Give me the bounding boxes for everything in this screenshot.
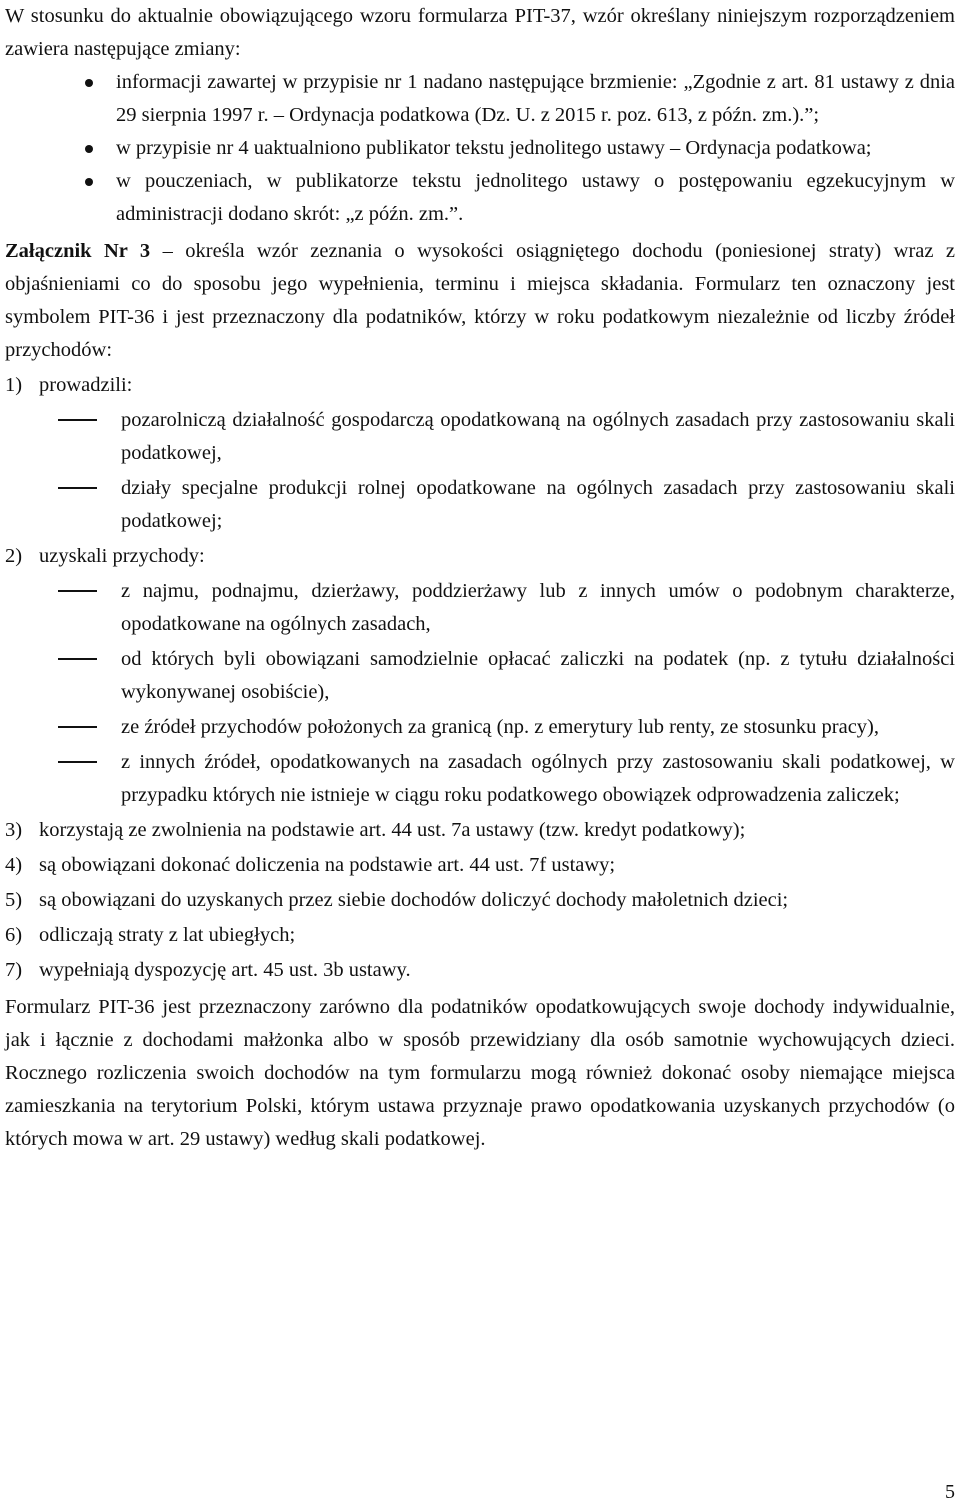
sub-item-text: ze źródeł przychodów położonych za granicą (np. z emerytury lub renty, ze stosunku pracy), xyxy=(121,716,880,738)
sub-item xyxy=(39,746,955,812)
sub-item xyxy=(39,711,955,744)
item-number: 5) xyxy=(5,889,23,911)
item-text: są obowiązani dokonać doliczenia na podstawie art. 44 ust. 7f ustawy; xyxy=(39,854,616,876)
item-text: korzystają ze zwolnienia na podstawie art. 44 ust. 7a ustawy (tzw. kredyt podatkowy); xyxy=(39,819,746,841)
item-text: prowadzili: xyxy=(39,374,133,396)
dash-icon xyxy=(58,761,97,763)
bullet-item xyxy=(5,132,955,165)
changes-list xyxy=(5,66,955,231)
dash-icon xyxy=(58,419,97,421)
annex-label: Załącznik Nr 3 xyxy=(5,240,151,262)
item-number: 7) xyxy=(5,959,23,981)
sub-item-text: z innych źródeł, opodatkowanych na zasadach ogólnych przy zastosowaniu skali podatkowej, w przypadku których nie istnieje w ciągu roku podatkowego obowiązek odprowadzenia zaliczek; xyxy=(121,751,955,806)
bullet-item xyxy=(5,66,955,132)
numbered-item xyxy=(5,954,955,987)
numbered-item xyxy=(5,849,955,882)
sub-item xyxy=(39,643,955,709)
item-number: 2) xyxy=(5,545,23,567)
item-number: 4) xyxy=(5,854,23,876)
bullet-icon xyxy=(85,178,93,186)
bullet-text: w pouczeniach, w publikatorze tekstu jednolitego ustawy o postępowaniu egzekucyjnym w administracji dodano skrót: „z późn. zm.”. xyxy=(116,170,955,225)
page-number: 5 xyxy=(945,1481,955,1503)
item-number: 6) xyxy=(5,924,23,946)
closing-paragraph: Formularz PIT-36 jest przeznaczony zarówno dla podatników opodatkowujących swoje dochody indywidualnie, jak i łącznie z dochodami małżonka albo w sposób przewidziany dla osób samotnie wychowujących dzieci. Rocznego rozliczenia swoich dochodów na tym formularzu mogą również dokonać osoby niemające miejsca zamieszkania na terytorium Polski, którym ustawa przyznaje prawo opodatkowania uzyskanych przychodów (o których mowa w art. 29 ustawy) według skali podatkowej. xyxy=(5,996,955,1150)
sub-list xyxy=(39,575,955,812)
numbered-item xyxy=(5,919,955,952)
sub-item-text: od których byli obowiązani samodzielnie opłacać zaliczki na podatek (np. z tytułu działalności wykonywanej osobiście), xyxy=(121,648,955,703)
numbered-list xyxy=(5,369,955,987)
item-text: są obowiązani do uzyskanych przez siebie dochodów doliczyć dochody małoletnich dzieci; xyxy=(39,889,789,911)
numbered-item xyxy=(5,369,955,538)
sub-item xyxy=(39,404,955,470)
bullet-icon xyxy=(85,145,93,153)
dash-icon xyxy=(58,658,97,660)
intro-paragraph: W stosunku do aktualnie obowiązującego wzoru formularza PIT-37, wzór określany niniejszym rozporządzeniem zawiera następujące zmiany: xyxy=(5,5,955,60)
dash-icon xyxy=(58,590,97,592)
dash-icon xyxy=(58,487,97,489)
numbered-item xyxy=(5,814,955,847)
item-text: wypełniają dyspozycję art. 45 ust. 3b ustawy. xyxy=(39,959,411,981)
sub-item xyxy=(39,472,955,538)
sub-item-text: działy specjalne produkcji rolnej opodatkowane na ogólnych zasadach przy zastosowaniu skali podatkowej; xyxy=(121,477,955,532)
sub-item-text: z najmu, podnajmu, dzierżawy, poddzierżawy lub z innych umów o podobnym charakterze, opodatkowane na ogólnych zasadach, xyxy=(121,580,955,635)
annex-text: – określa wzór zeznania o wysokości osiągniętego dochodu (poniesionej straty) wraz z objaśnieniami co do sposobu jego wypełnienia, terminu i miejsca składania. Formularz ten oznaczony jest symbolem PIT-36 i jest przeznaczony dla podatników, którzy w roku podatkowym niezależnie od liczby źródeł przychodów: xyxy=(5,240,955,361)
sub-item xyxy=(39,575,955,641)
bullet-text: w przypisie nr 4 uaktualniono publikator tekstu jednolitego ustawy – Ordynacja podatkowa; xyxy=(116,137,872,159)
item-number: 3) xyxy=(5,819,23,841)
numbered-item xyxy=(5,884,955,917)
sub-list xyxy=(39,404,955,538)
bullet-item xyxy=(5,165,955,231)
item-number: 1) xyxy=(5,374,23,396)
dash-icon xyxy=(58,726,97,728)
item-text: uzyskali przychody: xyxy=(39,545,205,567)
bullet-text: informacji zawartej w przypisie nr 1 nadano następujące brzmienie: „Zgodnie z art. 81 ustawy z dnia 29 sierpnia 1997 r. – Ordynacja podatkowa (Dz. U. z 2015 r. poz. 613, z późn. zm.).”; xyxy=(116,71,955,126)
numbered-item xyxy=(5,540,955,812)
document-page xyxy=(5,0,955,1156)
sub-item-text: pozarolniczą działalność gospodarczą opodatkowaną na ogólnych zasadach przy zastosowaniu skali podatkowej, xyxy=(121,409,955,464)
bullet-icon xyxy=(85,79,93,87)
item-text: odliczają straty z lat ubiegłych; xyxy=(39,924,296,946)
annex-paragraph xyxy=(5,235,955,367)
